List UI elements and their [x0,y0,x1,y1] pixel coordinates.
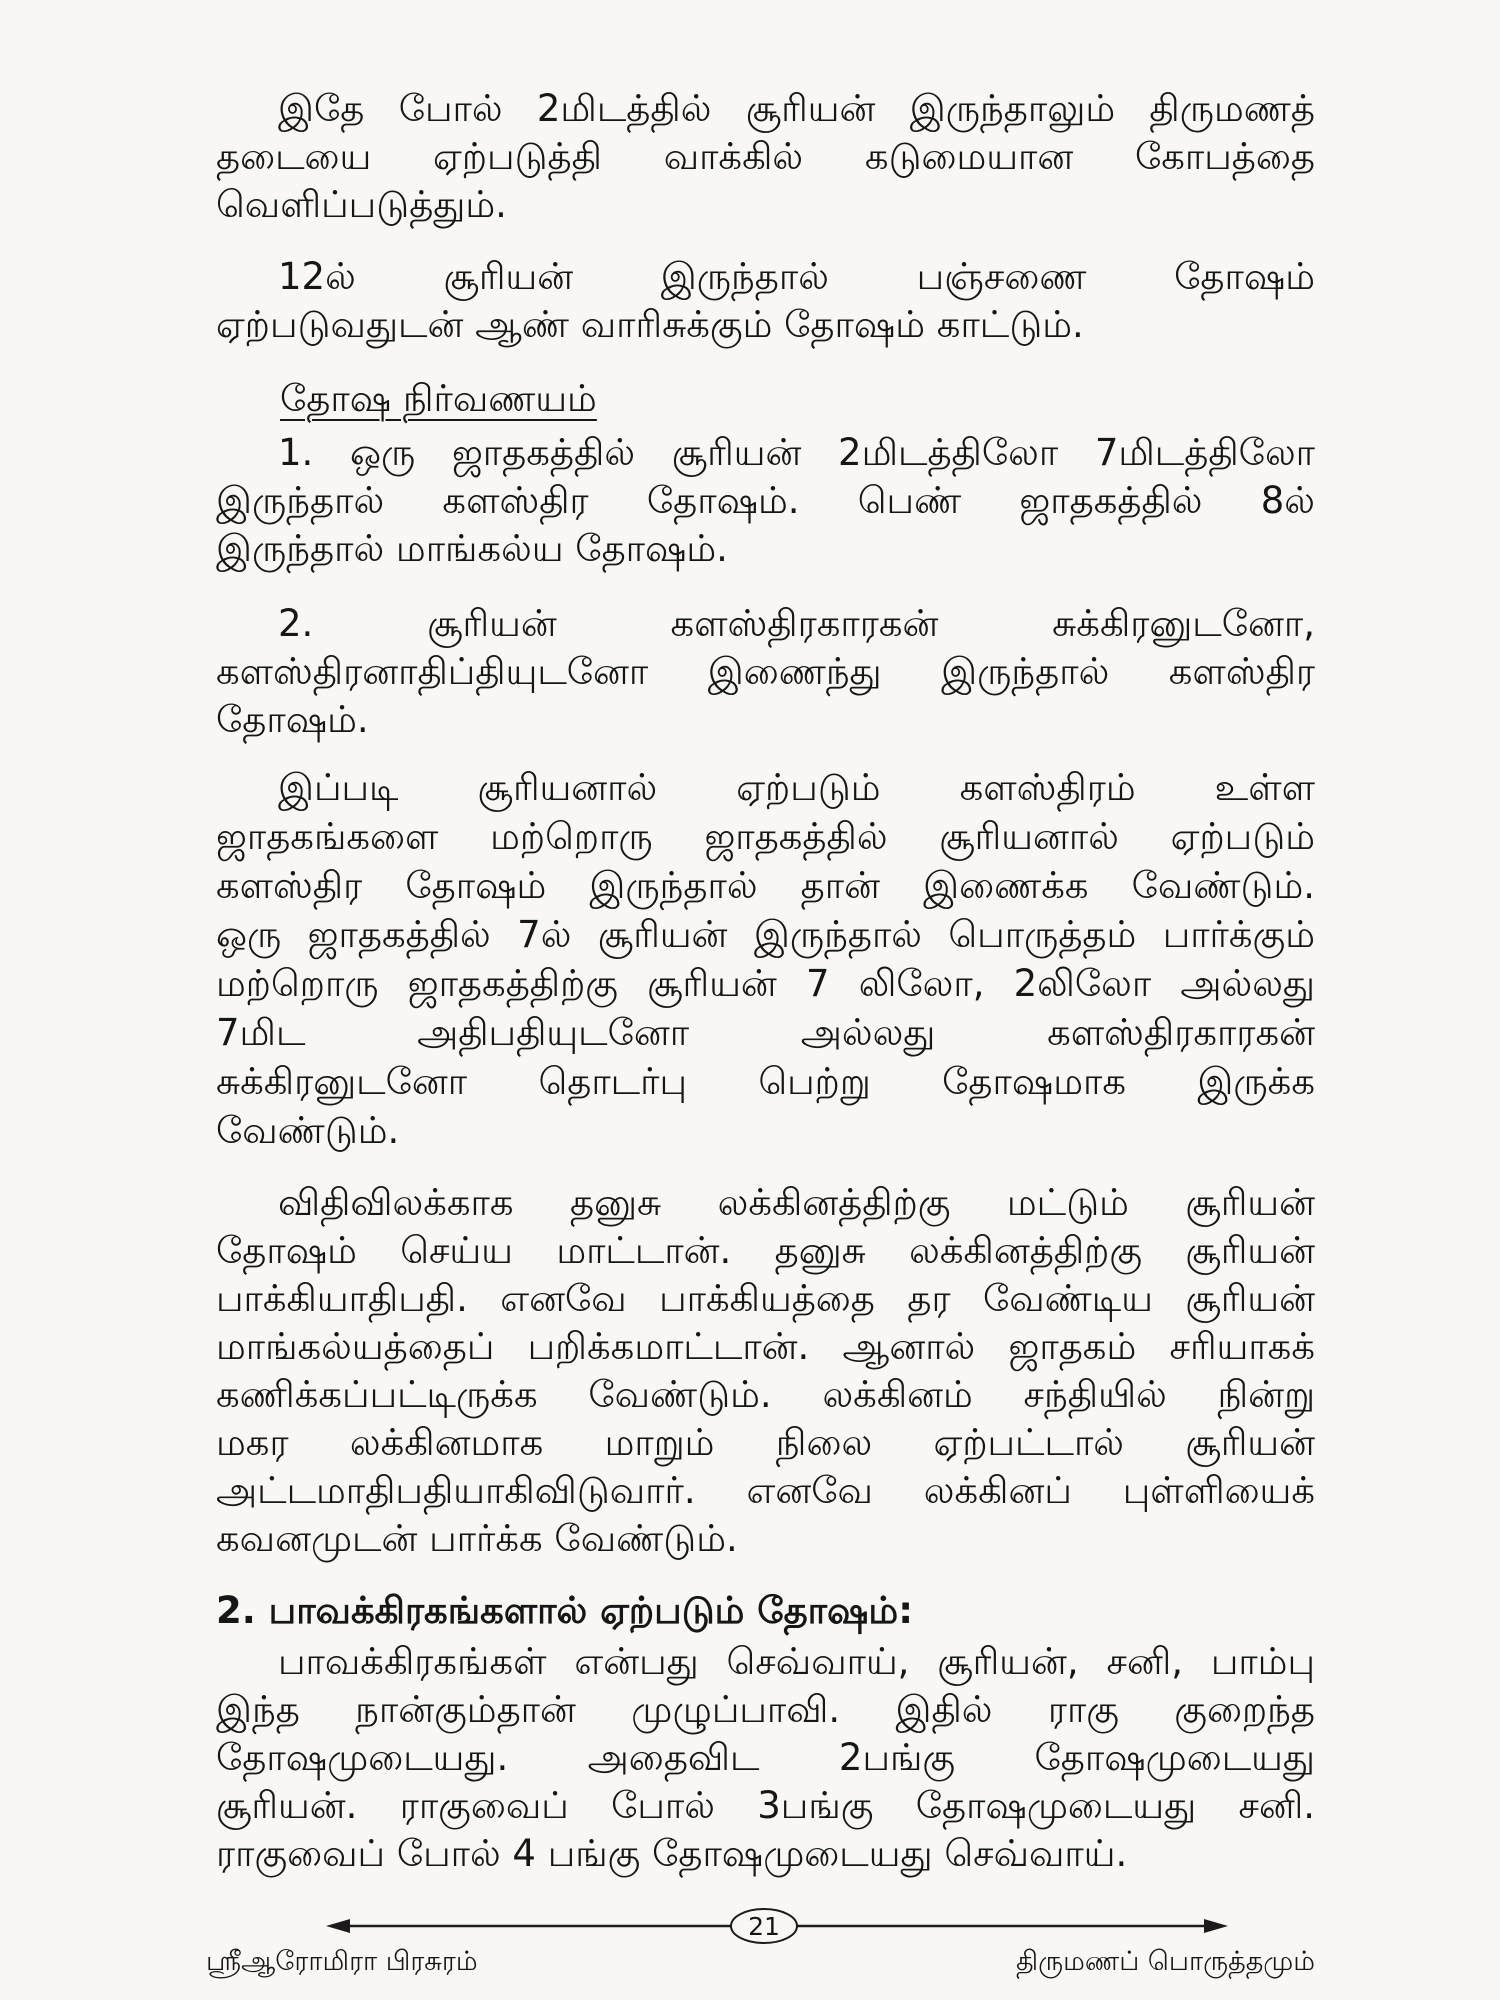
text-line: 1. ஒரு ஜாதகத்தில் சூரியன் 2மிடத்திலோ 7மிடத்திலோ [278,431,1315,474]
text-line: பாக்கியாதிபதி. எனவே பாக்கியத்தை தர வேண்டிய சூரியன் [216,1277,1315,1320]
text-line: களஸ்திர தோஷம் இருந்தால் தான் இணைக்க வேண்டும். [216,864,1315,907]
subheading-text: தோஷ நிர்வணயம் [280,377,597,420]
paragraph-4 [216,600,1315,744]
paragraph-6 [216,1179,1315,1563]
footer-book-title: திருமணப் பொருத்தமும் [1015,1946,1315,1977]
text-line: மகர லக்கினமாக மாறும் நிலை ஏற்பட்டால் சூரியன் [216,1421,1315,1464]
footer-publisher: ஸ்ரீஆரோமிரா பிரசுரம் [206,1946,478,1977]
text-line: இப்படி சூரியனால் ஏற்படும் களஸ்திரம் உள்ள [278,766,1315,809]
text-line: இருந்தால் மாங்கல்ய தோஷம். [216,527,728,570]
text-line: 7மிட அதிபதியுடனோ அல்லது களஸ்திரகாரகன் [216,1011,1315,1054]
text-line: மற்றொரு ஜாதகத்திற்கு சூரியன் 7 லிலோ, 2லிலோ அல்லது [216,962,1315,1005]
text-line: இதே போல் 2மிடத்தில் சூரியன் இருந்தாலும் திருமணத் [278,87,1315,130]
text-line: 12ல் சூரியன் இருந்தால் பஞ்சணை தோஷம் [278,255,1315,298]
paragraph-3 [216,429,1315,573]
text-line: கவனமுடன் பார்க்க வேண்டும். [216,1517,738,1560]
text-line: தோஷம். [216,698,369,741]
text-line: 2. சூரியன் களஸ்திரகாரகன் சுக்கிரனுடனோ, [278,602,1315,645]
text-line: களஸ்திரனாதிப்தியுடனோ இணைந்து இருந்தால் களஸ்திர [216,650,1315,693]
page-number: 21 [748,1912,780,1941]
text-line: சுக்கிரனுடனோ தொடர்பு பெற்று தோஷமாக இருக்க [216,1060,1315,1103]
text-line: மாங்கல்யத்தைப் பறிக்கமாட்டான். ஆனால் ஜாதகம் சரியாகக் [216,1325,1315,1368]
text-line: வேண்டும். [216,1109,400,1152]
text-line: பாவக்கிரகங்கள் என்பது செவ்வாய், சூரியன், சனி, பாம்பு [278,1640,1315,1683]
section-heading-malefic-planets: 2. பாவக்கிரகங்களால் ஏற்படும் தோஷம்: [216,1589,913,1632]
paragraph-5 [216,763,1315,1155]
paragraph-7 [216,1638,1315,1878]
text-line: தடையை ஏற்படுத்தி வாக்கில் கடுமையான கோபத்தை [216,135,1315,178]
text-line: தோஷம் செய்ய மாட்டான். தனுசு லக்கினத்திற்கு சூரியன் [216,1229,1315,1272]
text-line: வெளிப்படுத்தும். [216,183,507,226]
paragraph-1 [216,85,1315,229]
text-line: ஏற்படுவதுடன் ஆண் வாரிசுக்கும் தோஷம் காட்டும். [216,303,1084,346]
text-line: ஜாதகங்களை மற்றொரு ஜாதகத்தில் சூரியனால் ஏற்படும் [216,815,1315,858]
text-line: விதிவிலக்காக தனுசு லக்கினத்திற்கு மட்டும் சூரியன் [278,1181,1315,1224]
paragraph-2 [216,253,1315,349]
right-arrow-icon [797,1919,1228,1933]
text-line: இந்த நான்கும்தான் முழுப்பாவி. இதில் ராகு குறைந்த [216,1688,1315,1731]
text-line: ஒரு ஜாதகத்தில் 7ல் சூரியன் இருந்தால் பொருத்தம் பார்க்கும் [216,913,1315,956]
text-line: அட்டமாதிபதியாகிவிடுவார். எனவே லக்கினப் புள்ளியைக் [216,1469,1315,1512]
subheading-dosha-nirnayam [216,375,1315,423]
text-line: ராகுவைப் போல் 4 பங்கு தோஷமுடையது செவ்வாய். [216,1832,1128,1875]
text-line: தோஷமுடையது. அதைவிட 2பங்கு தோஷமுடையது [216,1736,1315,1779]
text-line: கணிக்கப்பட்டிருக்க வேண்டும். லக்கினம் சந்தியில் நின்று [216,1373,1315,1416]
body-text [216,85,1315,1878]
text-line: இருந்தால் களஸ்திர தோஷம். பெண் ஜாதகத்தில் 8ல் [216,479,1315,522]
left-arrow-icon [326,1919,731,1933]
text-line: சூரியன். ராகுவைப் போல் 3பங்கு தோஷமுடையது சனி. [216,1784,1315,1827]
